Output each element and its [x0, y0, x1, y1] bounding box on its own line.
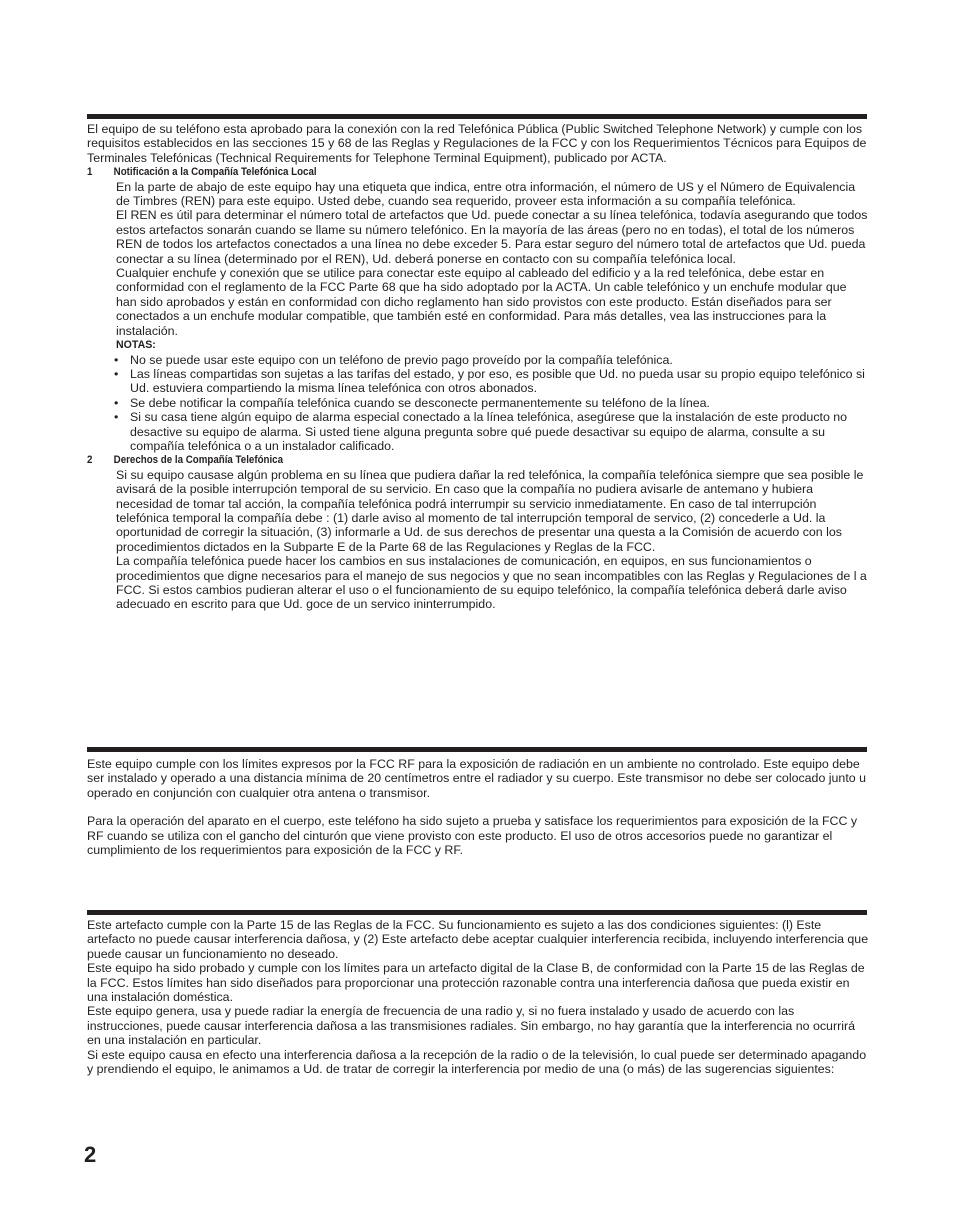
- item-1-paragraph: Cualquier enchufe y conexión que se utilice para conectar este equipo al cableado del edificio y a la red telefónica, debe estar en conformidad con el reglamento de la FCC Parte 68 que ha sido adoptado por la ACTA. Un cable telefónico y un enchufe modular que han sido aprobados y están en conformidad con dicho reglamento han sido provistos con este producto. Están diseñados para ser conectados a un enchufe modular compatible, que también esté en conformidad. Para más detalles, vea las instrucciones para la instalación.: [116, 266, 847, 338]
- section-rule-top: [87, 114, 867, 119]
- item-1-heading: [87, 165, 806, 179]
- note-item: • Si su casa tiene algún equipo de alarma especial conectado a la línea telefónica, asegúrese que la instalación de este producto no desactive su equipo de alarma. Si usted tiene alguna pregunta sobre qué puede desactivar su equipo de alarma, consulte a su compañía telefónica o a un instalador calificado.: [114, 410, 869, 453]
- section-rule-part15: [87, 910, 867, 915]
- rf-exposure-section: [87, 757, 869, 857]
- item-2-number: 2: [87, 454, 93, 467]
- paragraph-gap: [87, 800, 869, 814]
- part-15-section: [87, 918, 869, 1076]
- notes-list: [114, 353, 869, 454]
- note-item: • Se debe notificar la compañía telefónica cuando se desconecte permanentemente su teléfono de la línea.: [114, 396, 869, 410]
- telephone-network-section: [87, 122, 869, 612]
- item-2-body: [116, 468, 869, 612]
- item-2-heading: [87, 453, 806, 467]
- item-1: [87, 165, 869, 453]
- item-2-paragraph: Si su equipo causase algún problema en su línea que pudiera dañar la red telefónica, la compañía telefónica siempre que sea posible le avisará de la posible interrupción temporal de su servicio. En caso que la compañía no pudiera avisarle de antemano y hubiera necesidad de tomar tal acción, la compañía telefónica podrá interrumpir su servicio inmediatamente. En caso de tal interrupción telefónica temporal la compañía debe : (1) darle aviso al momento de tal interrupción temporal de servico, (2) concederle a Ud. la oportunidad de corregir la situación, (3) informarle a Ud. de sus derechos de presentar una questa a la Comisión de acuerdo con los procedimientos dictados en la Subparte E de la Parte 68 de las Regulaciones y Reglas de la FCC.: [116, 467, 864, 554]
- item-1-body: [116, 180, 869, 353]
- item-1-paragraph: En la parte de abajo de este equipo hay una etiqueta que indica, entre otra información, el número de US y el Número de Equivalencia de Timbres (REN) para este equipo. Usted debe, cuando sea requerido, proveer esta información a su compañía telefónica.: [116, 179, 856, 209]
- item-2-paragraph: La compañía telefónica puede hacer los cambios en sus instalaciones de comunicación, en equipos, en sus funcionamientos o procedimientos que digne necesarios para el manejo de sus negocios y que no sean incompatibles con las Reglas y Regulaciones de l a FCC. Si estos cambios pudieran alterar el uso o el funcionamiento de su equipo telefónico, la compañía telefónica deberá darle aviso adecuado en escrito para que Ud. goce de un servico ininterrumpido.: [116, 554, 867, 612]
- item-1-paragraph: El REN es útil para determinar el número total de artefactos que Ud. puede conectar a su línea telefónica, todavía asegurando que todos estos artefactos sonarán cuando se llame su número telefónico. En la mayoría de las áreas (pero no en todas), el total de los números REN de todos los artefactos conectados a una línea no debe exceder 5. Para estar seguro del número total de artefactos que Ud. pueda conectar a su línea (determinado por el REN), Ud. deberá ponerse en contacto con su compañía telefónica local.: [116, 208, 868, 266]
- note-item: • No se puede usar este equipo con un teléfono de previo pago proveído por la compañía telefónica.: [114, 353, 869, 367]
- section-rule-rf: [87, 747, 867, 752]
- item-2: [87, 453, 869, 611]
- intro-paragraph: El equipo de su teléfono esta aprobado para la conexión con la red Telefónica Pública (Public Switched Telephone Network) y cumple con los requisitos establecidos en las secciones 15 y 68 de las Reglas y Regulaciones de la FCC y con los Requerimientos Técnicos para Equipos de Terminales Telefónicas (Technical Requirements for Telephone Terminal Equipment), publicado por ACTA.: [87, 122, 867, 165]
- part15-paragraph: Este equipo genera, usa y puede radiar la energía de frecuencia de una radio y, si no fuera instalado y usado de acuerdo con las instrucciones, puede causar interferencia dañosa a las transmisiones radiales. Sin embargo, no hay garantía que la interferencia no ocurrirá en una instalación en particular.: [87, 1004, 855, 1048]
- page-number: 2: [84, 1142, 97, 1167]
- part15-paragraph: Este equipo ha sido probado y cumple con los límites para un artefacto digital de la Clase B, de conformidad con la Parte 15 de las Reglas de la FCC. Estos límites han sido diseñados para proporcionar una protección razonable contra una interferencia dañosa que pueda existir en una instalación doméstica.: [87, 961, 865, 1005]
- note-item: • Las líneas compartidas son sujetas a las tarifas del estado, y por eso, es posible que Ud. no pueda usar su propio equipo telefónico si Ud. estuviera compartiendo la misma línea telefónica con otros abonados.: [114, 367, 869, 396]
- part15-paragraph: Este artefacto cumple con la Parte 15 de las Reglas de la FCC. Su funcionamiento es sujeto a las dos condiciones siguientes: (l) Este artefacto no puede causar interferencia dañosa, y (2) Este artefacto debe aceptar cualquier interferencia recibida, incluyendo interferencia que puede causar un funcionamiento no deseado.: [87, 918, 869, 961]
- notes-label: NOTAS:: [116, 339, 156, 352]
- item-1-number: 1: [87, 166, 93, 179]
- rf-paragraph: Para la operación del aparato en el cuerpo, este teléfono ha sido sujeto a prueba y satisface los requerimientos para exposición de la FCC y RF cuando se utiliza con el gancho del cinturón que viene provisto con este producto. El uso de otros accesorios puede no garantizar el cumplimiento de los requerimientos para exposición de la FCC y RF.: [87, 814, 858, 858]
- item-2-title: Derechos de la Compañía Telefónica: [113, 454, 284, 467]
- part15-paragraph: Si este equipo causa en efecto una interferencia dañosa a la recepción de la radio o de la televisión, lo cual puede ser determinado apagando y prendiendo el equipo, le animamos a Ud. de tratar de corregir la interferencia por medio de una (o más) de las sugerencias siguientes:: [87, 1047, 867, 1077]
- item-1-title: Notificación a la Compañía Telefónica Local: [113, 166, 317, 179]
- rf-paragraph: Este equipo cumple con los límites expresos por la FCC RF para la exposición de radiación en un ambiente no controlado. Este equipo debe ser instalado y operado a una distancia mínima de 20 centímetros entre el radiador y su cuerpo. Este transmisor no debe ser colocado junto u operado en conjunción con cualquier otra antena o transmisor.: [87, 757, 866, 800]
